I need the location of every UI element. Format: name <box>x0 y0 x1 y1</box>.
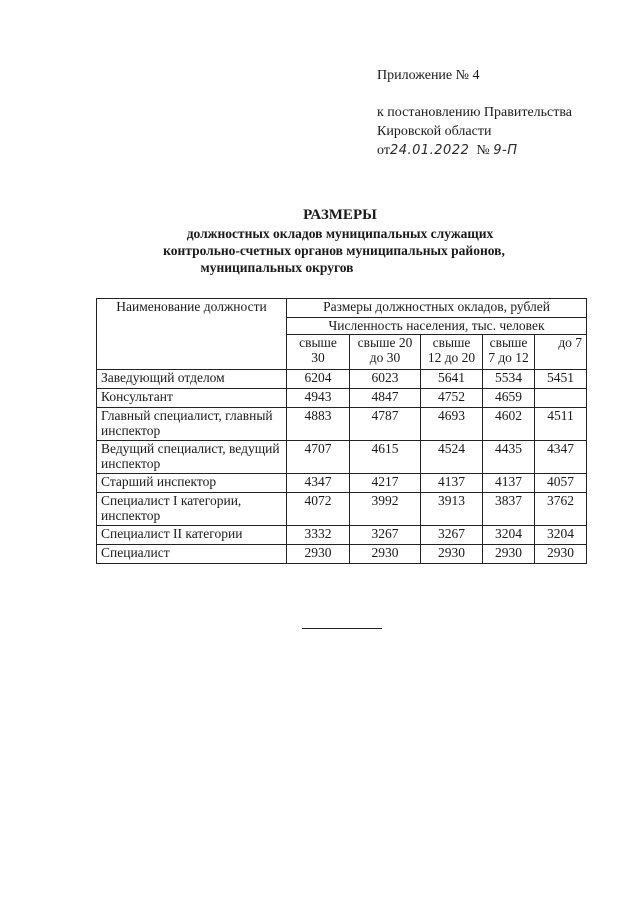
row-position: Специалист I категории, инспектор <box>97 493 287 526</box>
row-position: Ведущий специалист, ведущий инспектор <box>97 441 287 474</box>
header-group: свыше 30 <box>287 335 350 370</box>
row-value: 5534 <box>483 370 535 389</box>
row-value: 3762 <box>535 493 587 526</box>
heading-line-2: контрольно-счетных органов муниципальных районов, <box>163 243 505 258</box>
table-row <box>97 474 587 493</box>
row-value: 4347 <box>287 474 350 493</box>
salary-table <box>96 298 587 564</box>
row-value: 4137 <box>421 474 483 493</box>
row-position: Специалист <box>97 545 287 564</box>
table-row <box>97 408 587 441</box>
table-row <box>97 493 587 526</box>
handwritten-number: 9-П <box>493 143 518 158</box>
row-position: Заведующий отделом <box>97 370 287 389</box>
row-value: 2930 <box>483 545 535 564</box>
row-value: 3837 <box>483 493 535 526</box>
header-group: до 7 <box>535 335 587 370</box>
row-value: 3992 <box>350 493 421 526</box>
annex-date-line <box>377 141 572 160</box>
table-row <box>97 370 587 389</box>
table-row <box>97 526 587 545</box>
table-row <box>97 389 587 408</box>
row-value: 4787 <box>350 408 421 441</box>
row-value: 3913 <box>421 493 483 526</box>
row-value: 3267 <box>421 526 483 545</box>
row-value: 5641 <box>421 370 483 389</box>
handwritten-date: 24.01.2022 <box>389 143 470 158</box>
table-row <box>97 545 587 564</box>
row-value: 3204 <box>483 526 535 545</box>
row-value: 4057 <box>535 474 587 493</box>
row-value: 4693 <box>421 408 483 441</box>
row-value: 4347 <box>535 441 587 474</box>
row-value: 2930 <box>421 545 483 564</box>
header-group: свыше 20 до 30 <box>350 335 421 370</box>
row-value: 4137 <box>483 474 535 493</box>
header-position-name: Наименование должности <box>97 299 287 370</box>
row-value: 4511 <box>535 408 587 441</box>
row-value: 6023 <box>350 370 421 389</box>
row-value: 4659 <box>483 389 535 408</box>
row-value: 4615 <box>350 441 421 474</box>
header-group: свыше 12 до 20 <box>421 335 483 370</box>
closing-rule <box>302 628 382 629</box>
row-value: 2930 <box>535 545 587 564</box>
row-value: 4217 <box>350 474 421 493</box>
heading-line-3: муниципальных округов <box>200 260 354 275</box>
annex-block <box>377 66 572 160</box>
row-value: 6204 <box>287 370 350 389</box>
row-value <box>535 389 587 408</box>
row-value: 4602 <box>483 408 535 441</box>
row-value: 2930 <box>287 545 350 564</box>
heading-title: РАЗМЕРЫ <box>303 207 377 223</box>
header-salary: Размеры должностных окладов, рублей <box>287 299 587 318</box>
row-value: 4847 <box>350 389 421 408</box>
row-value: 4752 <box>421 389 483 408</box>
annex-line-1: к постановлению Правительства <box>377 105 573 120</box>
row-position: Специалист II категории <box>97 526 287 545</box>
row-position: Консультант <box>97 389 287 408</box>
row-value: 2930 <box>350 545 421 564</box>
row-value: 4707 <box>287 441 350 474</box>
row-value: 4435 <box>483 441 535 474</box>
row-position: Старший инспектор <box>97 474 287 493</box>
row-value: 3332 <box>287 526 350 545</box>
row-value: 4524 <box>421 441 483 474</box>
date-prefix: от <box>377 143 390 158</box>
annex-gap <box>377 85 572 103</box>
row-value: 4072 <box>287 493 350 526</box>
row-position: Главный специалист, главный инспектор <box>97 408 287 441</box>
annex-title: Приложение № 4 <box>377 68 480 83</box>
row-value: 3267 <box>350 526 421 545</box>
row-value: 4883 <box>287 408 350 441</box>
row-value: 3204 <box>535 526 587 545</box>
table-row <box>97 441 587 474</box>
header-group: свыше 7 до 12 <box>483 335 535 370</box>
header-row-1 <box>97 299 587 318</box>
header-population: Численность населения, тыс. человек <box>287 318 587 335</box>
number-prefix: № <box>476 143 490 158</box>
row-value: 5451 <box>535 370 587 389</box>
heading-line-1: должностных окладов муниципальных служащих <box>186 226 494 241</box>
document-heading <box>96 205 584 276</box>
row-value: 4943 <box>287 389 350 408</box>
annex-line-2: Кировской области <box>377 124 492 139</box>
